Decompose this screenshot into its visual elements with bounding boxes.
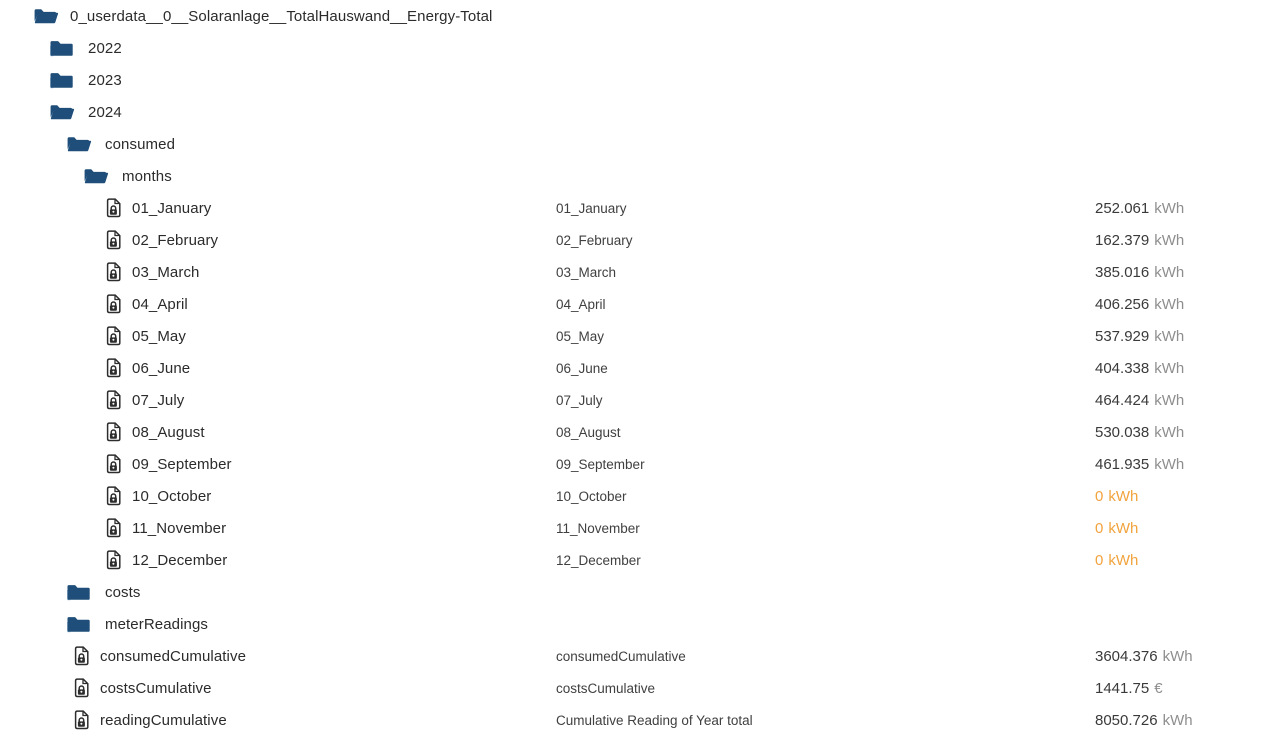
object-value[interactable] [1095,192,1184,224]
value-number: 0 [1095,519,1104,537]
value-unit: kWh [1108,487,1139,505]
tree-row[interactable] [0,384,1277,416]
value-unit: kWh [1108,551,1139,569]
tree-row[interactable] [0,64,1277,96]
value-number: 530.038 [1095,423,1150,441]
value-unit: € [1154,679,1163,697]
state-file-lock-icon [105,390,122,411]
state-file-lock-icon [73,678,90,699]
value-number: 404.338 [1095,359,1150,377]
object-value[interactable] [1095,544,1138,576]
tree-row[interactable] [0,544,1277,576]
closed-folder-icon[interactable] [66,614,91,635]
tree-item-label: readingCumulative [100,711,227,729]
tree-row[interactable] [0,128,1277,160]
value-unit: kWh [1154,231,1185,249]
tree-item-label: costsCumulative [100,679,212,697]
closed-folder-icon[interactable] [66,582,91,603]
object-value[interactable] [1095,512,1138,544]
tree-item-label: months [122,167,172,185]
value-number: 3604.376 [1095,647,1158,665]
tree-item-label: 11_November [132,519,227,537]
tree-item-label: 2024 [88,103,122,121]
tree-item-label: costs [105,583,141,601]
tree-row[interactable] [0,640,1277,672]
tree-item-label: 03_March [132,263,200,281]
value-number: 1441.75 [1095,679,1150,697]
object-value[interactable] [1095,480,1138,512]
value-number: 162.379 [1095,231,1150,249]
object-value[interactable] [1095,288,1184,320]
object-name-label: 09_September [556,456,645,472]
tree-row[interactable] [0,96,1277,128]
state-file-lock-icon [105,198,122,219]
tree-item-label: 12_December [132,551,228,569]
tree-item-label: consumedCumulative [100,647,247,665]
tree-item-label: 09_September [132,455,232,473]
tree-row[interactable] [0,608,1277,640]
object-name-label: 01_January [556,200,627,216]
tree-item-label: 10_October [132,487,212,505]
object-name-label: 04_April [556,296,606,312]
value-unit: kWh [1162,711,1193,729]
tree-item-label: 02_February [132,231,219,249]
value-unit: kWh [1154,199,1185,217]
tree-item-label: 2023 [88,71,122,89]
tree-row[interactable] [0,704,1277,736]
object-name-label: 02_February [556,232,633,248]
value-number: 461.935 [1095,455,1150,473]
state-file-lock-icon [105,262,122,283]
state-file-lock-icon [105,518,122,539]
object-name-label: 08_August [556,424,621,440]
object-name-label: 03_March [556,264,617,280]
tree-item-label: 2022 [88,39,122,57]
state-file-lock-icon [105,486,122,507]
value-unit: kWh [1162,647,1193,665]
state-file-lock-icon [73,710,90,731]
value-unit: kWh [1154,391,1185,409]
object-name-label: Cumulative Reading of Year total [556,712,753,728]
tree-item-label: 06_June [132,359,191,377]
object-value[interactable] [1095,352,1184,384]
tree-item-label: 0_userdata__0__Solaranlage__TotalHauswand__Energy-Total [70,7,493,25]
tree-item-label: 04_April [132,295,188,313]
object-name-label: 10_October [556,488,627,504]
open-folder-icon[interactable] [66,134,92,155]
tree-row[interactable] [0,416,1277,448]
object-value[interactable] [1095,320,1184,352]
value-unit: kWh [1108,519,1139,537]
tree-item-label: 07_July [132,391,185,409]
tree-item-label: 01_January [132,199,212,217]
object-name-label: 11_November [556,520,640,536]
object-name-label: consumedCumulative [556,648,686,664]
value-unit: kWh [1154,423,1185,441]
state-file-lock-icon [105,422,122,443]
state-file-lock-icon [73,646,90,667]
value-unit: kWh [1154,295,1185,313]
tree-row[interactable] [0,576,1277,608]
object-value[interactable] [1095,640,1193,672]
tree-row[interactable] [0,192,1277,224]
state-file-lock-icon [105,326,122,347]
tree-row[interactable] [0,320,1277,352]
open-folder-icon[interactable] [83,166,109,187]
value-number: 464.424 [1095,391,1150,409]
closed-folder-icon[interactable] [49,70,74,91]
tree-row[interactable] [0,448,1277,480]
tree-row[interactable] [0,256,1277,288]
value-number: 8050.726 [1095,711,1158,729]
value-number: 537.929 [1095,327,1150,345]
value-unit: kWh [1154,359,1185,377]
tree-item-label: 08_August [132,423,205,441]
value-unit: kWh [1154,327,1185,345]
value-number: 252.061 [1095,199,1150,217]
object-name-label: 06_June [556,360,608,376]
tree-row[interactable] [0,0,1277,32]
object-value[interactable] [1095,704,1193,736]
value-number: 0 [1095,551,1104,569]
object-name-label: 12_December [556,552,641,568]
tree-row[interactable] [0,224,1277,256]
state-file-lock-icon [105,294,122,315]
open-folder-icon[interactable] [33,6,59,27]
value-unit: kWh [1154,455,1185,473]
tree-row[interactable] [0,288,1277,320]
value-unit: kWh [1154,263,1185,281]
value-number: 406.256 [1095,295,1150,313]
object-value[interactable] [1095,384,1184,416]
state-file-lock-icon [105,358,122,379]
tree-item-label: 05_May [132,327,186,345]
tree-row[interactable] [0,480,1277,512]
object-name-label: 07_July [556,392,603,408]
object-name-label: costsCumulative [556,680,656,696]
tree-row[interactable] [0,512,1277,544]
object-value[interactable] [1095,448,1184,480]
tree-row[interactable] [0,160,1277,192]
object-value[interactable] [1095,416,1184,448]
tree-item-label: consumed [105,135,176,153]
object-value[interactable] [1095,224,1184,256]
open-folder-icon[interactable] [49,102,75,123]
tree-row[interactable] [0,352,1277,384]
closed-folder-icon[interactable] [49,38,74,59]
tree-row[interactable] [0,672,1277,704]
value-number: 0 [1095,487,1104,505]
tree-row[interactable] [0,32,1277,64]
state-file-lock-icon [105,454,122,475]
object-value[interactable] [1095,256,1184,288]
object-name-label: 05_May [556,328,605,344]
value-number: 385.016 [1095,263,1150,281]
tree-item-label: meterReadings [105,615,209,633]
state-file-lock-icon [105,550,122,571]
object-value[interactable] [1095,672,1163,704]
state-file-lock-icon [105,230,122,251]
